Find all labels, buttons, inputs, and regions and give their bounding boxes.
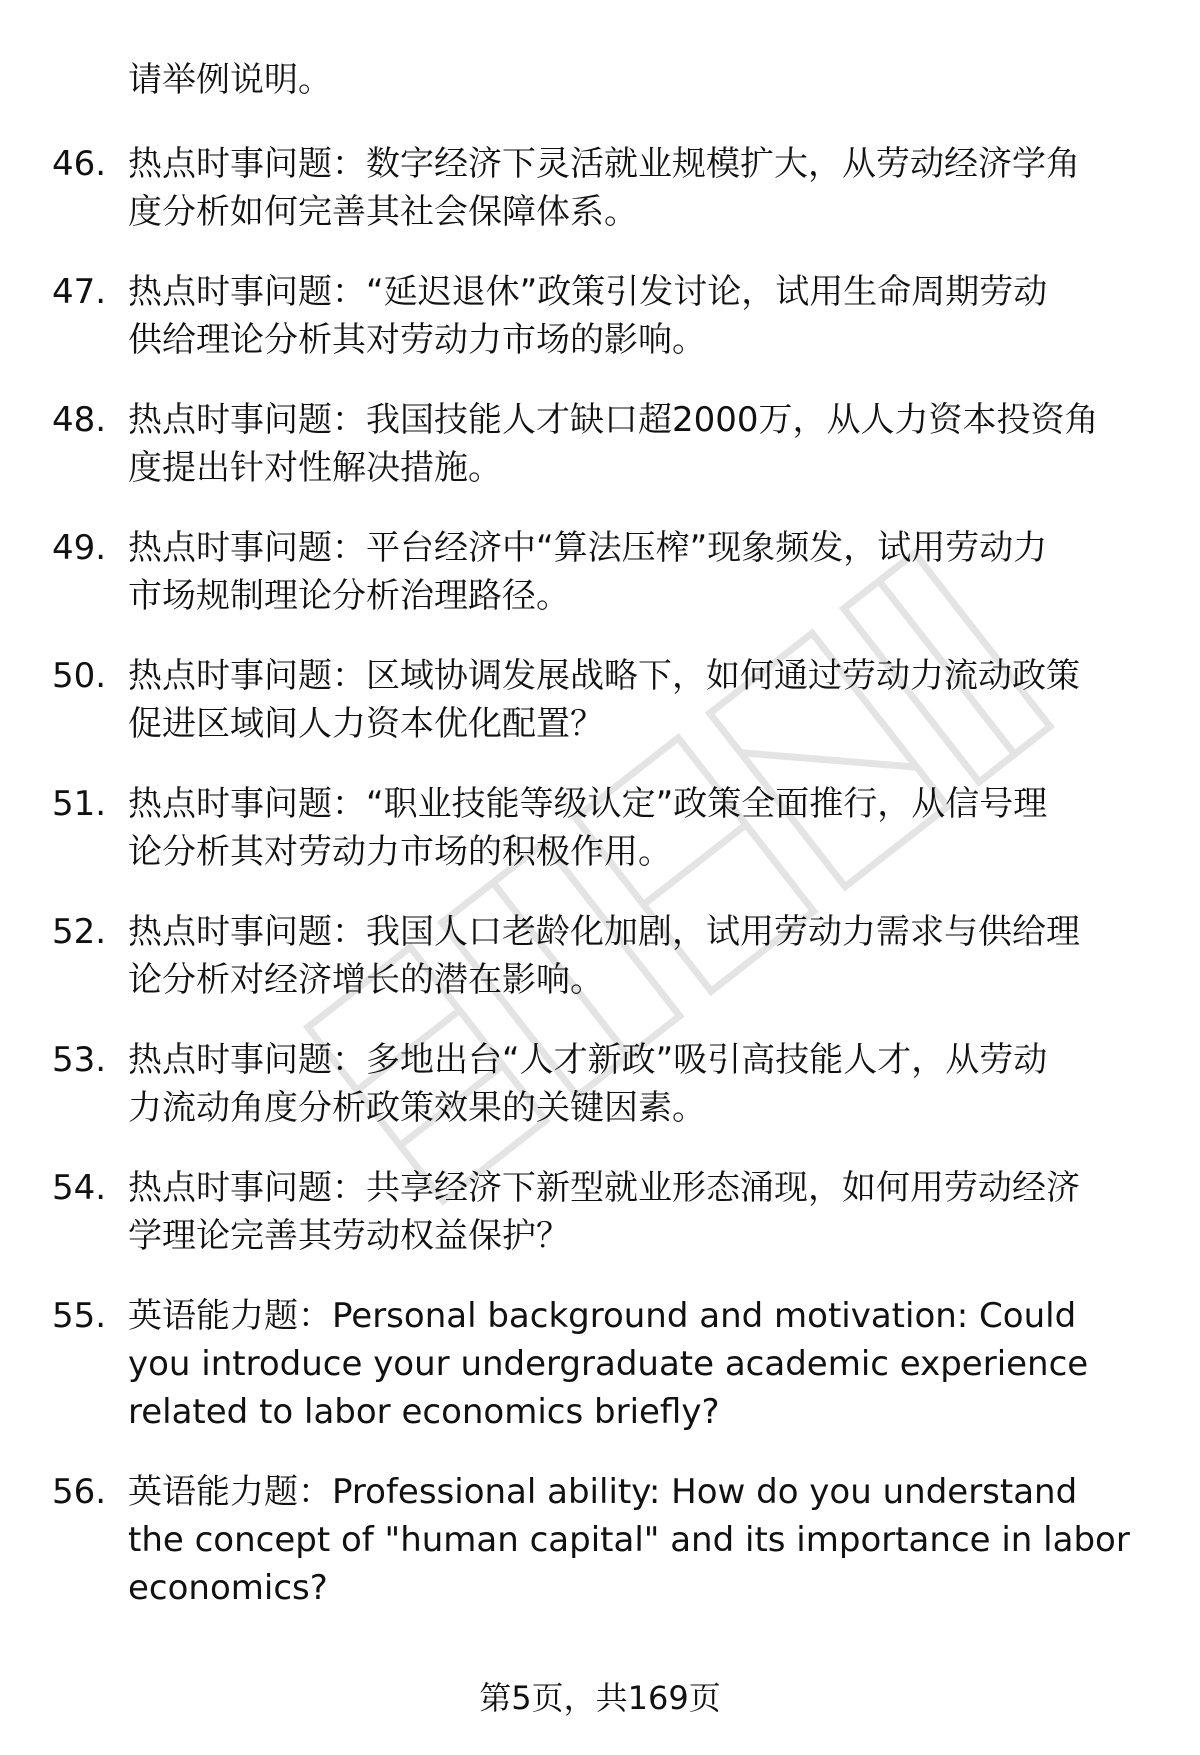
question-text: 热点时事问题：“职业技能等级认定”政策全面推行，从信号理 论分析其对劳动力市场的积极作用。 [128,784,1048,872]
question-number: 55. [52,1296,107,1336]
question-text: 热点时事问题：我国技能人才缺口超2000万，从人力资本投资角 度提出针对性解决措施。 [128,400,1099,488]
question-item [0,652,1200,748]
question-list [0,140,1200,1644]
question-text: 热点时事问题：“延迟退休”政策引发讨论，试用生命周期劳动 供给理论分析其对劳动力市场的影响。 [128,272,1048,360]
question-number: 48. [52,400,107,440]
question-item [0,396,1200,492]
question-item [0,268,1200,364]
question-text: 英语能力题：Personal background and motivation: Could you introduce your undergraduate academic experience related to labor economics briefly? [128,1296,1089,1432]
question-text: 热点时事问题：平台经济中“算法压榨”现象频发，试用劳动力 市场规制理论分析治理路径。 [128,528,1048,616]
question-text: 热点时事问题：多地出台“人才新政”吸引高技能人才，从劳动 力流动角度分析政策效果的关键因素。 [128,1040,1048,1128]
page-footer: 第5页，共169页 [479,1679,721,1717]
question-number: 56. [52,1472,107,1512]
question-item [0,1292,1200,1436]
question-item [0,780,1200,876]
question-item [0,1164,1200,1260]
question-text: 热点时事问题：我国人口老龄化加剧，试用劳动力需求与供给理 论分析对经济增长的潜在影响。 [128,912,1080,1000]
question-number: 52. [52,912,107,952]
question-item [0,1036,1200,1132]
question-number: 47. [52,272,107,312]
question-text: 热点时事问题：共享经济下新型就业形态涌现，如何用劳动经济 学理论完善其劳动权益保护？ [128,1168,1080,1256]
question-number: 54. [52,1168,107,1208]
question-text: 英语能力题：Professional ability: How do you understand the concept of "human capital" and its importance in labor economics? [128,1472,1130,1608]
question-text: 热点时事问题：数字经济下灵活就业规模扩大，从劳动经济学角 度分析如何完善其社会保障体系。 [128,144,1080,232]
question-number: 53. [52,1040,107,1080]
question-number: 51. [52,784,107,824]
question-item [0,140,1200,236]
question-number: 46. [52,144,107,184]
question-item [0,908,1200,1004]
question-number: 49. [52,528,107,568]
question-item [0,1468,1200,1612]
continuation-text: 请举例说明。 [128,60,332,100]
question-text: 热点时事问题：区域协调发展战略下，如何通过劳动力流动政策 促进区域间人力资本优化配置？ [128,656,1080,744]
question-item [0,524,1200,620]
question-number: 50. [52,656,107,696]
